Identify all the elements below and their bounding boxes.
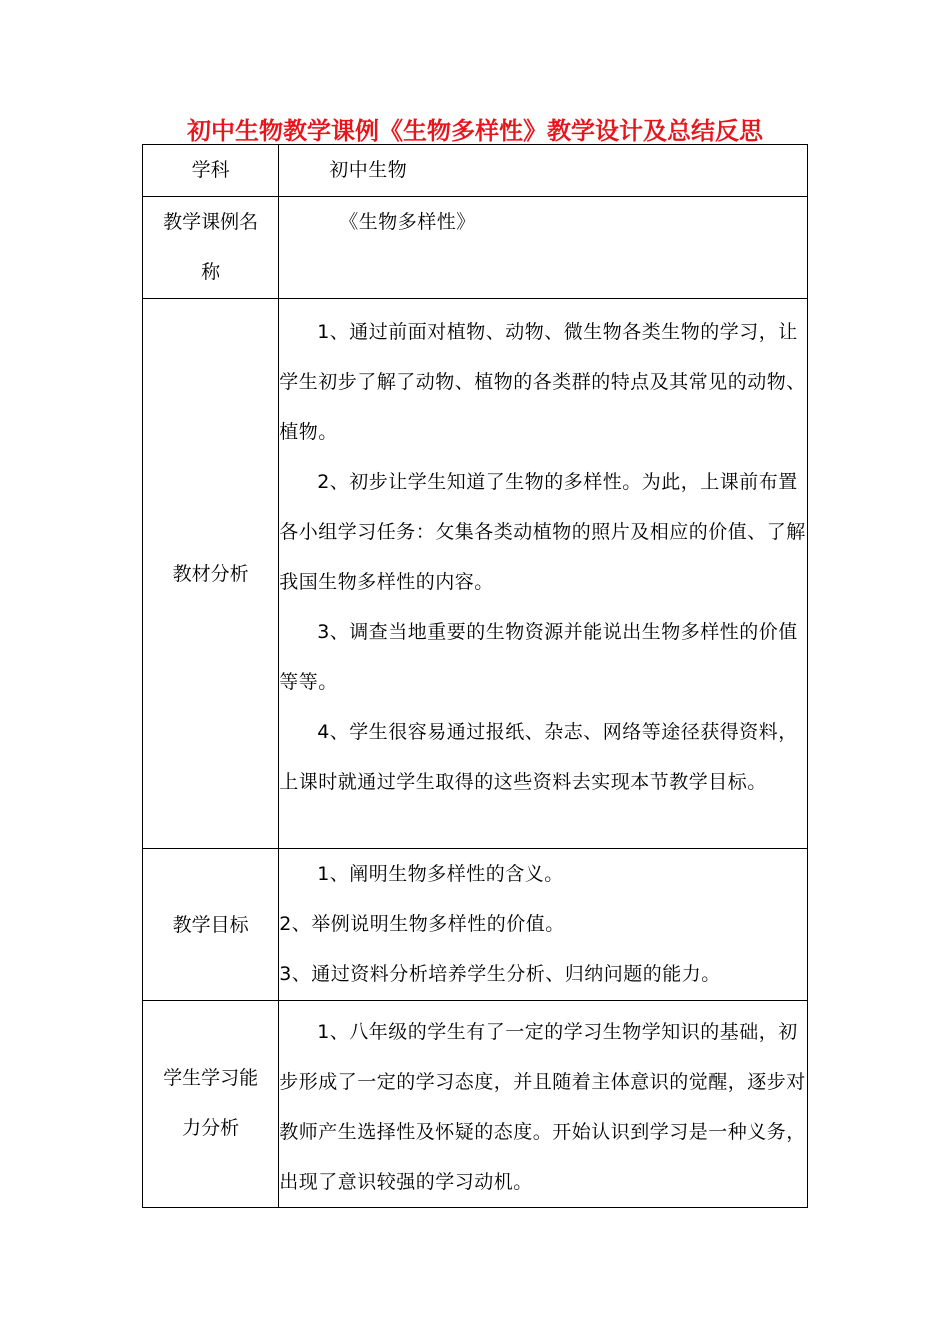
- label-teaching-goals: 教学目标: [172, 913, 249, 936]
- value-subject: 初中生物: [279, 145, 808, 197]
- goal-item: 3、通过资料分析培养学生分析、归纳问题的能力。: [279, 963, 721, 985]
- label-cell-ability-analysis: [143, 1001, 279, 1208]
- goal-item: 2、举例说明生物多样性的价值。: [279, 913, 565, 935]
- row-subject: [143, 145, 808, 197]
- label-lesson-name-line1: 教学课例名: [163, 211, 259, 233]
- value-teaching-goals: [279, 849, 808, 1001]
- label-cell-material-analysis: [143, 299, 279, 849]
- row-teaching-goals: [143, 849, 808, 1001]
- label-ability-analysis-line1: 学生学习能: [163, 1067, 259, 1089]
- value-lesson-name: 《生物多样性》: [279, 197, 808, 299]
- label-lesson-name: [143, 197, 279, 299]
- value-material-analysis: [279, 299, 808, 849]
- paragraph: 1、八年级的学生有了一定的学习生物学知识的基础，初步形成了一定的学习态度，并且随着主体意识的觉醒，逐步对教师产生选择性及怀疑的态度。开始认识到学习是一种义务，出现了意识较强的学习动机。: [279, 1021, 806, 1193]
- paragraph: 4、学生很容易通过报纸、杂志、网络等途径获得资料，上课时就通过学生取得的这些资料去实现本节教学目标。: [279, 721, 798, 793]
- row-material-analysis: [143, 299, 808, 849]
- paragraph: 1、通过前面对植物、动物、微生物各类生物的学习，让学生初步了解了动物、植物的各类群的特点及其常见的动物、植物。: [279, 321, 806, 443]
- document-title: 初中生物教学课例《生物多样性》教学设计及总结反思: [187, 117, 763, 145]
- paragraph: 3、调查当地重要的生物资源并能说出生物多样性的价值等等。: [279, 621, 798, 693]
- paragraph: 2、初步让学生知道了生物的多样性。为此，上课前布置各小组学习任务：攵集各类动植物的照片及相应的价值、了解我国生物多样性的内容。: [279, 471, 806, 593]
- label-lesson-name-line2: 称: [201, 261, 221, 283]
- value-ability-analysis: [279, 1001, 808, 1208]
- label-ability-analysis-line2: 力分析: [182, 1117, 240, 1139]
- label-subject: 学科: [143, 145, 279, 197]
- label-cell-teaching-goals: [143, 849, 279, 1001]
- row-lesson-name: [143, 197, 808, 299]
- goal-item: 1、阐明生物多样性的含义。: [317, 863, 564, 885]
- label-material-analysis: 教材分析: [172, 562, 249, 585]
- row-ability-analysis: [143, 1001, 808, 1208]
- lesson-plan-table: [142, 144, 808, 1208]
